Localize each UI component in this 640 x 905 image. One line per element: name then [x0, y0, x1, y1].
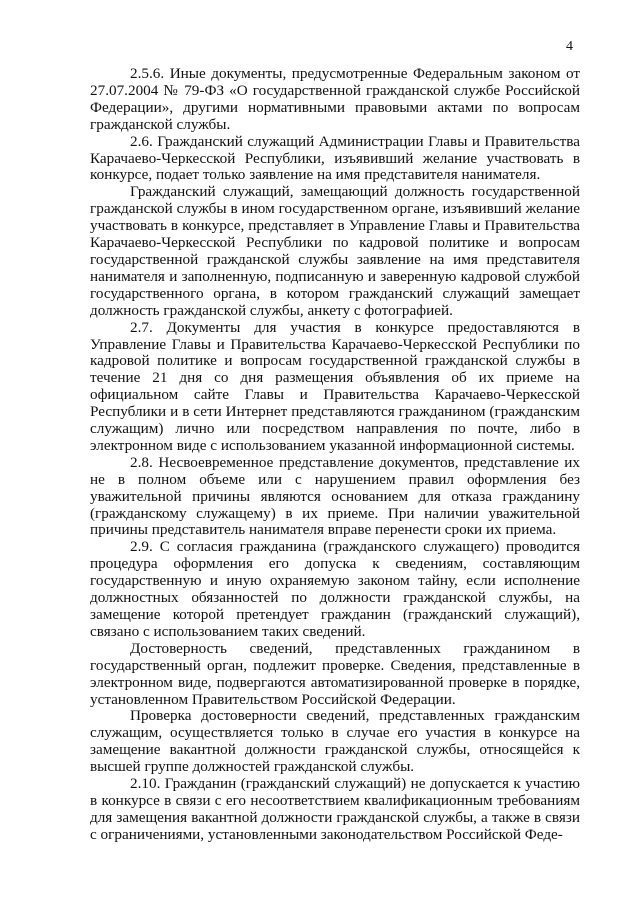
paragraph-2-5-6: 2.5.6. Иные документы, предусмотренные Федеральным законом от 27.07.2004 № 79-ФЗ «О государственной гражданской службе Российской Федерации», другими нормативными правовыми актами по вопросам гражданской службы.	[90, 65, 580, 133]
paragraph-verification-citizen: Достоверность сведений, представленных гражданином в государственный орган, подлежит проверке. Сведения, представленные в электронном виде, подвергаются автоматизированной проверке в порядке, установленном Правительством Российской Федерации.	[90, 639, 580, 708]
paragraph-verification-civil-servant: Проверка достоверности сведений, представленных гражданским служащим, осуществляется только в случае его участия в конкурсе на замещение вакантной должности гражданской службы, относящейся к высшей группе должностей гражданской службы.	[90, 707, 580, 776]
paragraph-2-9: 2.9. С согласия гражданина (гражданского служащего) проводится процедура оформления его допуска к сведениям, составляющим государственную и иную охраняемую законом тайну, если исполнение должностных обязанностей по должности гражданской службы, на замещение которой претендует гражданин (гражданский служащий), связано с использованием таких сведений.	[90, 538, 580, 640]
paragraph-2-10: 2.10. Гражданин (гражданский служащий) не допускается к участию в конкурсе в связи с его несоответствием квалификационным требованиям для замещения вакантной должности гражданской службы, а также в связи с ограничениями, установленными законодательством Российской Феде-	[90, 775, 580, 843]
paragraph-2-6: 2.6. Гражданский служащий Администрации Главы и Правительства Карачаево-Черкесской Республики, изъявивший желание участвовать в конкурсе, подает только заявление на имя представителя нанимателя.	[90, 132, 580, 184]
paragraph-2-8: 2.8. Несвоевременное представление документов, представление их не в полном объеме или с нарушением правил оформления без уважительной причины являются основанием для отказа гражданину (гражданскому служащему) в их приеме. При наличии уважительной причины представитель нанимателя вправе перенести сроки их приема.	[90, 453, 580, 539]
paragraph-civil-servant-other-agency: Гражданский служащий, замещающий должность государственной гражданской службы в ином государственном органе, изъявивший желание участвовать в конкурсе, представляет в Управление Главы и Правительства Карачаево-Черкесской Республики по кадровой политике и вопросам государственной гражданской службы заявление на имя представителя нанимателя и заполненную, подписанную и заверенную кадровой службой государственного органа, в котором гражданский служащий замещает должность гражданской службы, анкету с фотографией.	[90, 183, 580, 319]
page-number: 4	[566, 39, 573, 54]
document-body	[90, 66, 580, 844]
paragraph-2-7: 2.7. Документы для участия в конкурсе предоставляются в Управление Главы и Правительства Карачаево-Черкесской Республики по кадровой политике и вопросам государственной гражданской службы в течение 21 дня со дня размещения объявления об их приеме на официальном сайте Главы и Правительства Карачаево-Черкесской Республики и в сети Интернет представляются гражданином (гражданским служащим) лично или посредством направления по почте, либо в электронном виде с использованием указанной информационной системы.	[90, 318, 580, 454]
